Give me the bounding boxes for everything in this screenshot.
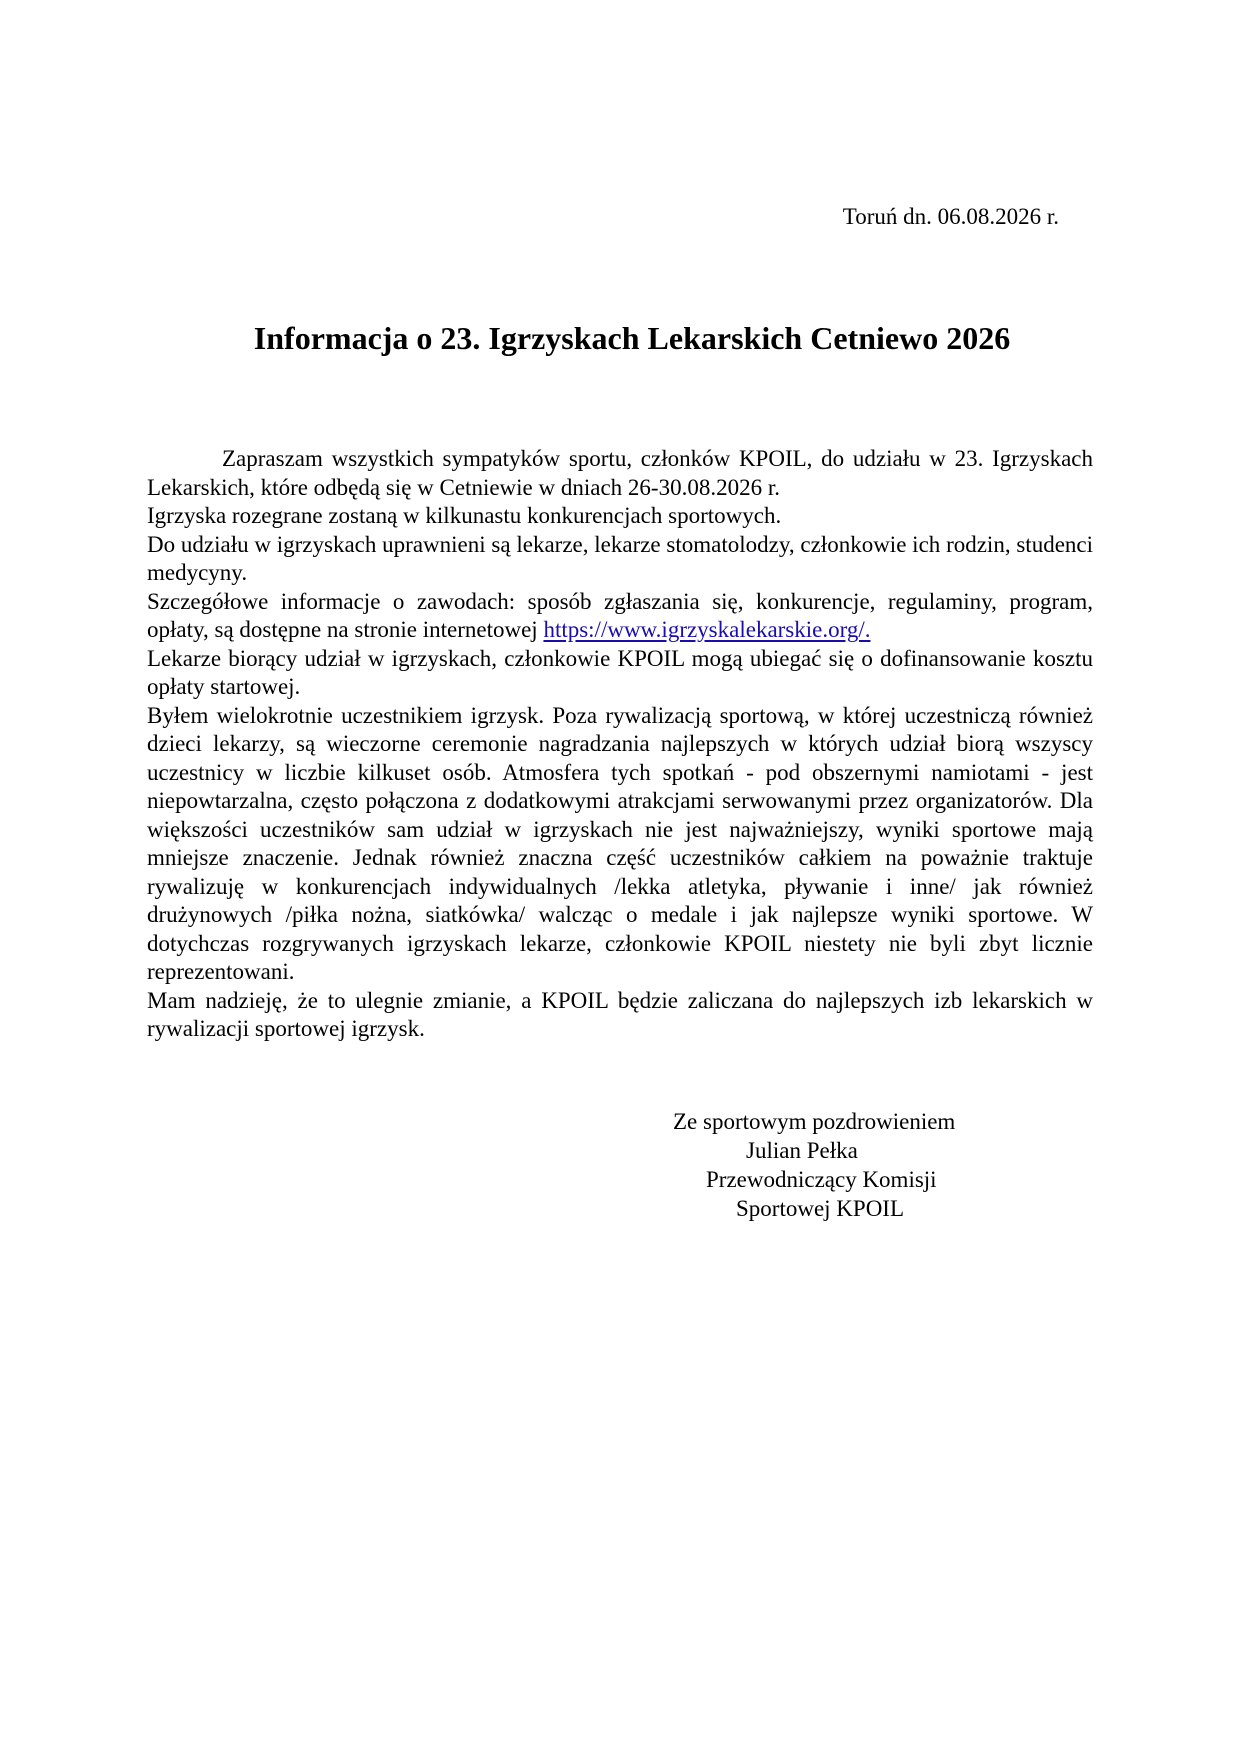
website-link[interactable]: https://www.igrzyskalekarskie.org/. xyxy=(543,617,871,642)
paragraph-competitions: Igrzyska rozegrane zostaną w kilkunastu konkurencjach sportowych. xyxy=(147,503,782,528)
paragraph-eligibility: Do udziału w igrzyskach uprawnieni są lekarze, lekarze stomatolodzy, członkowie ich rodzin, studenci medycyny. xyxy=(147,531,1093,585)
paragraph-details xyxy=(147,588,1093,645)
signature-role-line-2: Sportowej KPOIL xyxy=(736,1196,905,1221)
paragraph-experience: Byłem wielokrotnie uczestnikiem igrzysk. Poza rywalizacją sportową, w której uczestniczą również dzieci lekarzy, są wieczorne ceremonie nagradzania najlepszych w których udział biorą wszyscy uczestnicy w liczbie kilkuset osób. Atmosfera tych spotkań - pod obszernymi namiotami - jest niepowtarzalna, często połączona z dodatkowymi atrakcjami serwowanymi przez organizatorów. Dla większości uczestników sam udział w igrzyskach nie jest najważniejszy, wyniki sportowe mają mniejsze znaczenie. Jednak również znaczna część uczestników całkiem na poważnie traktuje rywalizuję w konkurencjach indywidualnych /lekka atletyka, pływanie i inne/ jak również drużynowych /piłka nożna, siatkówka/ walcząc o medale i jak najlepsze wyniki sportowe. W dotychczas rozgrywanych igrzyskach lekarze, członkowie KPOIL niestety nie byli zbyt licznie reprezentowani. xyxy=(147,702,1093,984)
paragraph-details-text: Szczegółowe informacje o zawodach: sposób zgłaszania się, konkurencje, regulaminy, program, opłaty, są dostępne na stronie internetowej xyxy=(147,588,1093,642)
paragraph-funding: Lekarze biorący udział w igrzyskach, członkowie KPOIL mogą ubiegać się o dofinansowanie kosztu opłaty startowej. xyxy=(147,645,1093,699)
document-body xyxy=(147,445,1093,1044)
paragraph-hope: Mam nadzieję, że to ulegnie zmianie, a KPOIL będzie zaliczana do najlepszych izb lekarskich w rywalizacji sportowej igrzysk. xyxy=(147,987,1093,1041)
paragraph-invitation: Zapraszam wszystkich sympatyków sportu, członków KPOIL, do udziału w 23. Igrzyskach Lekarskich, które odbędą się w Cetniewie w dniach 26-30.08.2026 r. xyxy=(147,446,1093,500)
date-line: Toruń dn. 06.08.2026 r. xyxy=(842,204,1059,229)
signature-name: Julian Pełka xyxy=(746,1138,858,1163)
signature-block xyxy=(633,1107,983,1223)
signature-role-line-1: Przewodniczący Komisji xyxy=(706,1167,937,1192)
signature-greeting: Ze sportowym pozdrowieniem xyxy=(673,1109,956,1134)
document-title: Informacja o 23. Igrzyskach Lekarskich Cetniewo 2026 xyxy=(253,320,1011,356)
